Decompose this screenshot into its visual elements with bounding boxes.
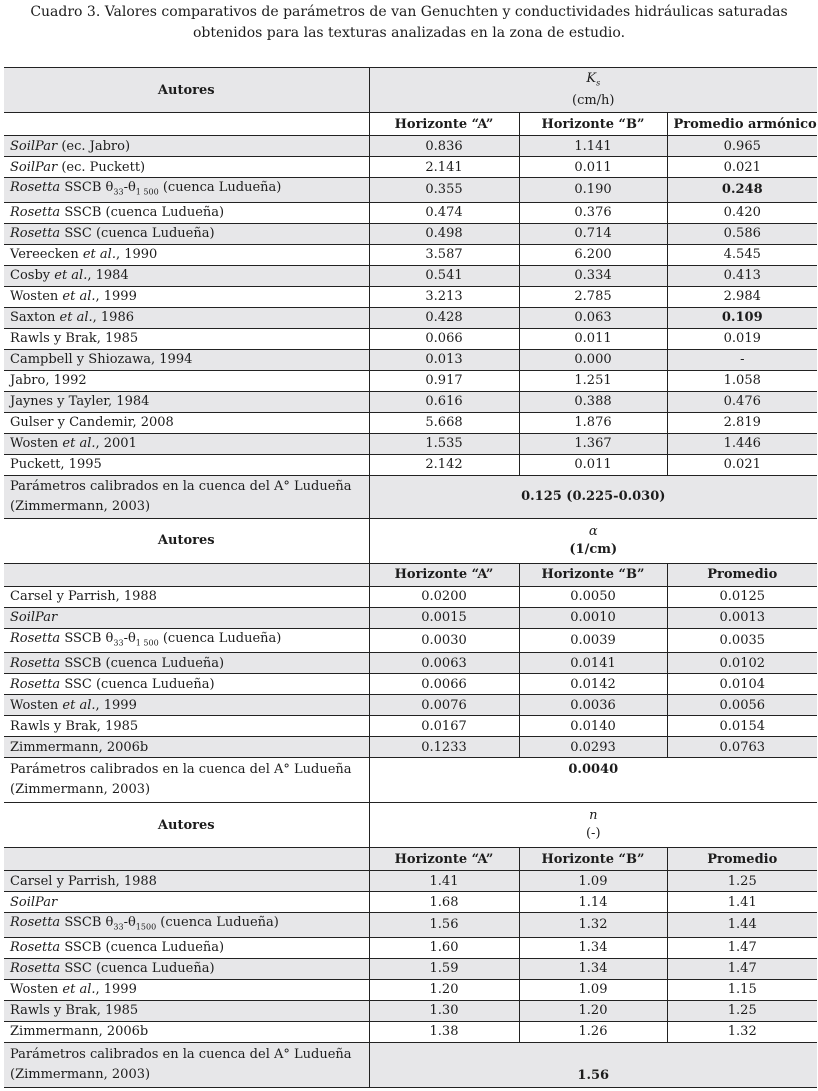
author-italic: SoilPar xyxy=(10,138,58,154)
column-header-row xyxy=(4,563,817,586)
parameter-symbol-text: n xyxy=(589,808,598,824)
value-cell-b: 1.20 xyxy=(519,1000,667,1021)
author-cell: Rosetta SSCB (cuenca Ludueña) xyxy=(4,937,369,958)
value-cell-avg: 1.41 xyxy=(667,892,817,913)
value-cell-a: 1.60 xyxy=(369,937,519,958)
value-cell-a: 0.917 xyxy=(369,370,519,391)
calibrated-label-line1: Parámetros calibrados en la cuenca del A° Ludueña xyxy=(10,478,352,494)
value-cell-a: 2.142 xyxy=(369,454,519,475)
table-row xyxy=(4,136,817,157)
value-cell-b: 0.0293 xyxy=(519,737,667,758)
value-cell-avg: 0.476 xyxy=(667,391,817,412)
value-cell-a: 0.474 xyxy=(369,202,519,223)
value-cell-b: 0.000 xyxy=(519,349,667,370)
table-row xyxy=(4,202,817,223)
value-cell-avg: 1.15 xyxy=(667,979,817,1000)
value-cell-a: 1.41 xyxy=(369,871,519,892)
table-row xyxy=(4,958,817,979)
caption-line-1: Cuadro 3. Valores comparativos de parámetros de van Genuchten y conductividades hidráulicas saturadas xyxy=(30,4,788,20)
value-cell-avg: 0.0056 xyxy=(667,695,817,716)
value-cell-b: 1.09 xyxy=(519,979,667,1000)
value-cell-b: 0.0141 xyxy=(519,653,667,674)
value-cell-b: 0.011 xyxy=(519,157,667,178)
author-cell: Wosten et al., 2001 xyxy=(4,433,369,454)
value-cell-a: 3.587 xyxy=(369,244,519,265)
parameter-symbol-text: K xyxy=(586,70,597,86)
calibrated-label xyxy=(4,475,369,518)
value-cell-avg: 0.0035 xyxy=(667,628,817,653)
value-cell-avg: 0.0104 xyxy=(667,674,817,695)
value-cell-avg: 0.248 xyxy=(667,178,817,203)
table-row xyxy=(4,674,817,695)
author-cell: SoilPar (ec. Jabro) xyxy=(4,136,369,157)
value-cell-b: 0.0140 xyxy=(519,716,667,737)
value-cell-avg: 2.984 xyxy=(667,286,817,307)
author-cell: Carsel y Parrish, 1988 xyxy=(4,871,369,892)
table-row xyxy=(4,653,817,674)
column-header: Horizonte “B” xyxy=(519,563,667,586)
value-cell-a: 0.0015 xyxy=(369,607,519,628)
caption-line-2: obtenidos para las texturas analizadas en la zona de estudio. xyxy=(192,25,626,41)
calibrated-value: 0.0040 xyxy=(369,758,817,803)
value-cell-avg: 1.25 xyxy=(667,871,817,892)
author-italic: Rosetta xyxy=(10,676,61,692)
calibrated-label-line2: (Zimmermann, 2003) xyxy=(10,782,151,798)
calibrated-value: 0.125 (0.225-0.030) xyxy=(369,475,817,518)
author-cell: Jabro, 1992 xyxy=(4,370,369,391)
value-cell-a: 1.59 xyxy=(369,958,519,979)
column-header: Horizonte “B” xyxy=(519,113,667,136)
authors-header: Autores xyxy=(4,803,369,848)
value-cell-b: 6.200 xyxy=(519,244,667,265)
value-cell-avg: 0.586 xyxy=(667,223,817,244)
value-cell-a: 0.1233 xyxy=(369,737,519,758)
value-cell-a: 1.68 xyxy=(369,892,519,913)
author-cell: Rosetta SSCB (cuenca Ludueña) xyxy=(4,202,369,223)
author-cell: Saxton et al., 1986 xyxy=(4,307,369,328)
value-cell-avg: 4.545 xyxy=(667,244,817,265)
author-cell: Wosten et al., 1999 xyxy=(4,695,369,716)
author-cell: Zimmermann, 2006b xyxy=(4,737,369,758)
table-row xyxy=(4,937,817,958)
column-header-blank xyxy=(4,848,369,871)
parameter-header xyxy=(369,803,817,848)
value-cell-a: 0.541 xyxy=(369,265,519,286)
table-row xyxy=(4,286,817,307)
author-cell: Jaynes y Tayler, 1984 xyxy=(4,391,369,412)
parameter-symbol xyxy=(376,70,812,93)
value-cell-a: 0.0063 xyxy=(369,653,519,674)
value-cell-b: 1.876 xyxy=(519,412,667,433)
table-row xyxy=(4,913,817,938)
value-cell-avg: 1.058 xyxy=(667,370,817,391)
section-header xyxy=(4,68,817,113)
table-row xyxy=(4,695,817,716)
author-cell: Puckett, 1995 xyxy=(4,454,369,475)
value-cell-b: 0.063 xyxy=(519,307,667,328)
value-cell-b: 1.34 xyxy=(519,958,667,979)
value-cell-a: 0.428 xyxy=(369,307,519,328)
table-row xyxy=(4,157,817,178)
value-cell-a: 0.0030 xyxy=(369,628,519,653)
author-cell xyxy=(4,892,369,913)
author-italic: Rosetta xyxy=(10,915,61,931)
author-cell: Rawls y Brak, 1985 xyxy=(4,716,369,737)
author-italic: Rosetta xyxy=(10,655,61,671)
author-cell: Gulser y Candemir, 2008 xyxy=(4,412,369,433)
authors-header: Autores xyxy=(4,68,369,113)
table-row xyxy=(4,265,817,286)
table-row xyxy=(4,454,817,475)
column-header: Promedio armónico xyxy=(667,113,817,136)
table-row xyxy=(4,349,817,370)
author-cell: Rosetta SSCB $\theta_{33}-\theta_{1500}$ (cuenca Ludueña) xyxy=(4,913,369,938)
author-cell: Rawls y Brak, 1985 xyxy=(4,328,369,349)
value-cell-b: 2.785 xyxy=(519,286,667,307)
column-header: Horizonte “A” xyxy=(369,563,519,586)
parameter-header xyxy=(369,68,817,113)
calibrated-row xyxy=(4,475,817,518)
value-cell-b: 1.34 xyxy=(519,937,667,958)
column-header-row xyxy=(4,113,817,136)
value-cell-avg: 1.47 xyxy=(667,958,817,979)
value-cell-avg: 0.109 xyxy=(667,307,817,328)
value-cell-a: 2.141 xyxy=(369,157,519,178)
column-header-blank xyxy=(4,113,369,136)
table-row xyxy=(4,1000,817,1021)
author-italic: Rosetta xyxy=(10,180,61,195)
author-cell: Wosten et al., 1999 xyxy=(4,286,369,307)
table-row xyxy=(4,607,817,628)
value-cell-avg: - xyxy=(667,349,817,370)
table-row xyxy=(4,223,817,244)
author-italic: Rosetta xyxy=(10,630,61,646)
author-cell: Rosetta SSCB $\theta_{33}-\theta_{1 500}$ (cuenca Ludueña) xyxy=(4,628,369,653)
value-cell-avg: 0.0102 xyxy=(667,653,817,674)
value-cell-b: 0.334 xyxy=(519,265,667,286)
table-row xyxy=(4,979,817,1000)
table-row xyxy=(4,892,817,913)
value-cell-b: 0.0010 xyxy=(519,607,667,628)
parameter-unit: (-) xyxy=(585,826,601,842)
table-row xyxy=(4,412,817,433)
column-header-blank xyxy=(4,563,369,586)
column-header: Horizonte “B” xyxy=(519,848,667,871)
author-cell: Campbell y Shiozawa, 1994 xyxy=(4,349,369,370)
calibrated-label xyxy=(4,1042,369,1087)
value-cell-avg: 0.021 xyxy=(667,454,817,475)
table-row xyxy=(4,1021,817,1042)
table-row xyxy=(4,244,817,265)
author-cell: Rawls y Brak, 1985 xyxy=(4,1000,369,1021)
value-cell-avg: 1.47 xyxy=(667,937,817,958)
value-cell-a: 0.013 xyxy=(369,349,519,370)
value-cell-avg: 1.446 xyxy=(667,433,817,454)
value-cell-a: 0.0076 xyxy=(369,695,519,716)
author-cell: Rosetta SSC (cuenca Ludueña) xyxy=(4,223,369,244)
value-cell-a: 0.0167 xyxy=(369,716,519,737)
author-cell: SoilPar (ec. Puckett) xyxy=(4,157,369,178)
author-italic: Rosetta xyxy=(10,940,61,956)
value-cell-a: 0.0066 xyxy=(369,674,519,695)
value-cell-b: 0.714 xyxy=(519,223,667,244)
parameter-symbol xyxy=(376,523,812,541)
table-row xyxy=(4,586,817,607)
value-cell-a: 1.38 xyxy=(369,1021,519,1042)
column-header: Promedio xyxy=(667,848,817,871)
value-cell-b: 0.388 xyxy=(519,391,667,412)
calibrated-label xyxy=(4,758,369,803)
author-cell: Carsel y Parrish, 1988 xyxy=(4,586,369,607)
column-header: Horizonte “A” xyxy=(369,848,519,871)
value-cell-b: 0.376 xyxy=(519,202,667,223)
author-cell: Rosetta SSCB $\theta_{33}-\theta_{1 500}$ (cuenca Ludueña) xyxy=(4,178,369,203)
value-cell-b: 1.367 xyxy=(519,433,667,454)
table-row xyxy=(4,716,817,737)
parameter-header xyxy=(369,518,817,563)
value-cell-avg: 0.965 xyxy=(667,136,817,157)
table-row xyxy=(4,433,817,454)
value-cell-b: 1.141 xyxy=(519,136,667,157)
author-italic: SoilPar xyxy=(10,610,58,626)
comparison-table xyxy=(4,67,817,1088)
author-cell: Cosby et al., 1984 xyxy=(4,265,369,286)
table-row xyxy=(4,178,817,203)
value-cell-avg: 0.420 xyxy=(667,202,817,223)
value-cell-a: 1.30 xyxy=(369,1000,519,1021)
value-cell-b: 1.14 xyxy=(519,892,667,913)
value-cell-b: 0.0039 xyxy=(519,628,667,653)
value-cell-a: 0.355 xyxy=(369,178,519,203)
value-cell-avg: 0.413 xyxy=(667,265,817,286)
value-cell-avg: 2.819 xyxy=(667,412,817,433)
value-cell-b: 0.0036 xyxy=(519,695,667,716)
value-cell-avg: 1.25 xyxy=(667,1000,817,1021)
author-italic: Rosetta xyxy=(10,226,61,242)
value-cell-avg: 1.32 xyxy=(667,1021,817,1042)
column-header: Promedio xyxy=(667,563,817,586)
value-cell-b: 0.011 xyxy=(519,328,667,349)
author-cell: Rosetta SSC (cuenca Ludueña) xyxy=(4,958,369,979)
author-cell xyxy=(4,607,369,628)
calibrated-label-line1: Parámetros calibrados en la cuenca del A° Ludueña xyxy=(10,762,352,778)
value-cell-a: 5.668 xyxy=(369,412,519,433)
table-row xyxy=(4,328,817,349)
calibrated-label-line2: (Zimmermann, 2003) xyxy=(10,498,151,514)
parameter-subscript: s xyxy=(596,78,601,88)
value-cell-a: 1.20 xyxy=(369,979,519,1000)
authors-header: Autores xyxy=(4,518,369,563)
author-cell: Zimmermann, 2006b xyxy=(4,1021,369,1042)
calibrated-label-line2: (Zimmermann, 2003) xyxy=(10,1066,151,1082)
value-cell-avg: 0.019 xyxy=(667,328,817,349)
calibrated-row xyxy=(4,758,817,803)
column-header-row xyxy=(4,848,817,871)
value-cell-b: 1.32 xyxy=(519,913,667,938)
value-cell-a: 0.498 xyxy=(369,223,519,244)
table-row xyxy=(4,391,817,412)
value-cell-b: 1.09 xyxy=(519,871,667,892)
parameter-symbol xyxy=(376,807,812,825)
author-italic: SoilPar xyxy=(10,159,58,175)
section-header xyxy=(4,518,817,563)
value-cell-avg: 1.44 xyxy=(667,913,817,938)
column-header: Horizonte “A” xyxy=(369,113,519,136)
author-italic: Rosetta xyxy=(10,205,61,221)
value-cell-avg: 0.0125 xyxy=(667,586,817,607)
value-cell-b: 1.26 xyxy=(519,1021,667,1042)
value-cell-avg: 0.0013 xyxy=(667,607,817,628)
table-row xyxy=(4,737,817,758)
value-cell-avg: 0.0154 xyxy=(667,716,817,737)
author-cell: Wosten et al., 1999 xyxy=(4,979,369,1000)
value-cell-avg: 0.021 xyxy=(667,157,817,178)
table-row xyxy=(4,370,817,391)
value-cell-avg: 0.0763 xyxy=(667,737,817,758)
value-cell-a: 3.213 xyxy=(369,286,519,307)
value-cell-a: 0.616 xyxy=(369,391,519,412)
value-cell-b: 0.0050 xyxy=(519,586,667,607)
value-cell-a: 1.56 xyxy=(369,913,519,938)
value-cell-a: 0.066 xyxy=(369,328,519,349)
calibrated-value: 1.56 xyxy=(369,1042,817,1087)
value-cell-a: 1.535 xyxy=(369,433,519,454)
table-row xyxy=(4,628,817,653)
calibrated-row xyxy=(4,1042,817,1087)
table-row xyxy=(4,307,817,328)
parameter-unit: (cm/h) xyxy=(572,93,615,109)
author-cell: Rosetta SSCB (cuenca Ludueña) xyxy=(4,653,369,674)
author-cell: Vereecken et al., 1990 xyxy=(4,244,369,265)
value-cell-a: 0.0200 xyxy=(369,586,519,607)
value-cell-b: 1.251 xyxy=(519,370,667,391)
value-cell-b: 0.011 xyxy=(519,454,667,475)
section-header xyxy=(4,803,817,848)
table-caption xyxy=(0,2,818,44)
author-italic: Rosetta xyxy=(10,961,61,977)
value-cell-b: 0.0142 xyxy=(519,674,667,695)
table-row xyxy=(4,871,817,892)
value-cell-b: 0.190 xyxy=(519,178,667,203)
author-italic: SoilPar xyxy=(10,894,58,910)
calibrated-label-line1: Parámetros calibrados en la cuenca del A° Ludueña xyxy=(10,1046,352,1062)
parameter-symbol-text: α xyxy=(588,523,598,539)
parameter-unit: (1/cm) xyxy=(569,541,618,557)
value-cell-a: 0.836 xyxy=(369,136,519,157)
author-cell: Rosetta SSC (cuenca Ludueña) xyxy=(4,674,369,695)
